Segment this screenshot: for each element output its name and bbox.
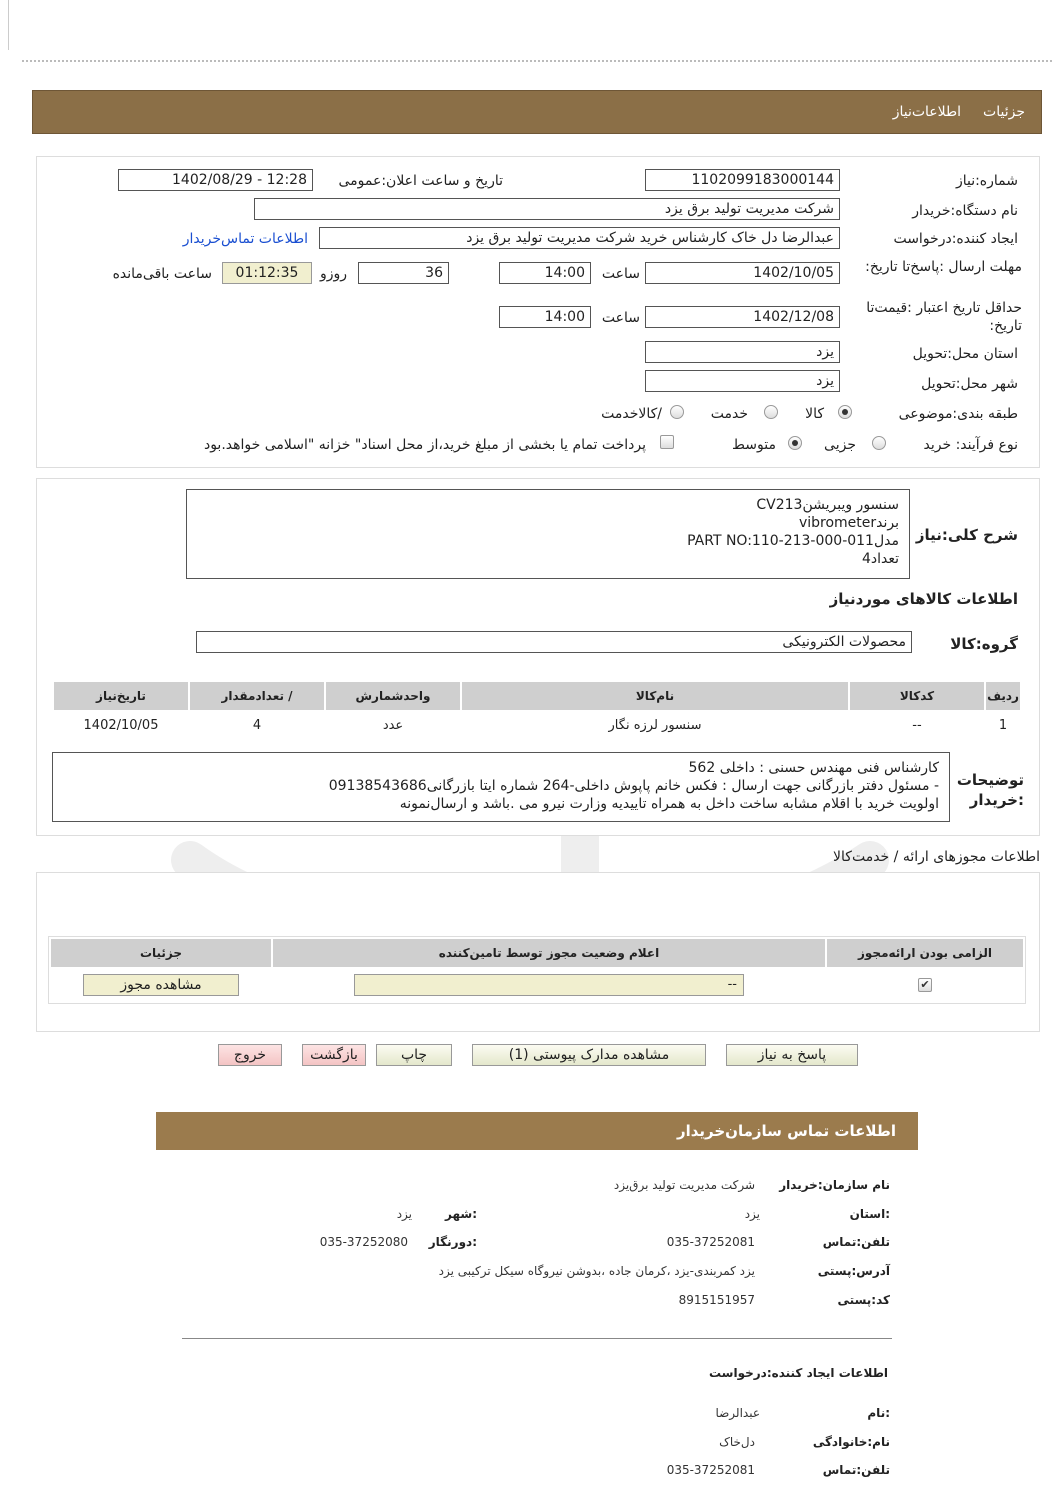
province-label: استان محل:تحویل — [912, 346, 1018, 362]
summary-label: شرح کلی:نیاز — [915, 526, 1018, 544]
top-dotted-divider — [22, 60, 1052, 62]
reply-time-label: ساعت — [601, 266, 640, 282]
contact-phone-label: تلفن:تماس — [822, 1235, 890, 1249]
price-time-label: ساعت — [601, 310, 640, 326]
contact-fax-value: 035-37252080 — [319, 1235, 408, 1249]
treasury-payment-note: پرداخت تمام یا بخشی از مبلغ خرید،از محل اسناد" خزانه "اسلامی خواهد.بود — [203, 437, 646, 453]
contact-org-label: نام سازمان:خریدار — [779, 1178, 890, 1192]
page-left-rule — [8, 0, 9, 50]
contact-phone-value: 035-37252081 — [666, 1235, 755, 1249]
creator-phone-value: 035-37252081 — [666, 1463, 755, 1477]
tab-details[interactable]: جزئیات — [983, 104, 1025, 120]
tab-need-info[interactable]: اطلاعات‌نیاز — [892, 104, 962, 120]
reply-date-field: 1402/10/05 — [645, 262, 840, 284]
process-radio-medium[interactable] — [788, 436, 802, 450]
creator-info-title: اطلاعات ایجاد کننده:درخواست — [708, 1366, 888, 1380]
creator-field: عبدالرضا دل خاک کارشناس خرید شرکت مدیریت تولید برق یزد — [319, 227, 840, 249]
creator-family-value: دل‌خاک — [719, 1435, 755, 1449]
category-option-service: خدمت — [710, 406, 748, 422]
required-cell — [827, 969, 1023, 1001]
contact-city-value: یزد — [396, 1207, 412, 1221]
reply-deadline-label: مهلت ارسال :پاسخ‌تا تاریخ: — [865, 259, 1022, 275]
cell-row: 1 — [986, 712, 1020, 738]
category-option-goods-service: /کالاخدمت — [601, 406, 662, 422]
required-checkbox[interactable]: ✔ — [918, 978, 932, 992]
buyer-contact-link[interactable]: اطلاعات تماس‌خریدار — [182, 231, 308, 247]
back-button[interactable]: بازگشت — [302, 1044, 366, 1066]
remaining-time-field: 01:12:35 — [222, 262, 312, 284]
category-radio-goods-service[interactable] — [670, 405, 684, 419]
category-option-goods: کالا — [805, 406, 824, 422]
buyer-org-label: نام دستگاه:خریدار — [912, 203, 1018, 219]
page-header-bar — [32, 90, 1042, 134]
permit-status-field: -- — [354, 974, 744, 996]
treasury-payment-checkbox[interactable] — [660, 435, 674, 449]
permits-table — [49, 937, 1025, 1003]
contact-divider — [182, 1338, 892, 1339]
items-table-wrap — [52, 680, 1022, 740]
cell-code: -- — [850, 712, 984, 738]
buyer-org-field: شرکت مدیریت تولید برق یزد — [254, 198, 840, 220]
price-time-field: 14:00 — [499, 306, 591, 328]
creator-phone-label: تلفن:تماس — [822, 1463, 890, 1477]
col-row: ردیف — [986, 682, 1020, 710]
attachments-button[interactable]: مشاهده مدارک پیوستی (1) — [472, 1044, 706, 1066]
creator-label: ایجاد کننده:درخواست — [893, 231, 1018, 247]
process-label: نوع فرآیند: خرید — [923, 437, 1018, 453]
summary-line: مدلPART NO:110-213-000-011 — [687, 533, 899, 549]
creator-family-label: نام:خانوادگی — [812, 1435, 890, 1449]
contact-province-value: یزد — [744, 1207, 760, 1221]
status-cell — [273, 969, 825, 1001]
col-unit: واحدشمارش — [326, 682, 460, 710]
items-table — [52, 680, 1022, 740]
cell-date: 1402/10/05 — [54, 712, 188, 738]
province-field: یزد — [645, 341, 840, 363]
category-label: طبقه بندی:موضوعی — [898, 406, 1018, 422]
contact-city-label: :شهر — [445, 1207, 477, 1221]
announce-date-field: 1402/08/29 - 12:28 — [118, 169, 313, 191]
details-cell — [51, 969, 271, 1001]
contact-address-value: یزد کمربندی-یزد ،کرمان جاده ،بدوشن نیروگاه سیکل ترکیبی یزد — [438, 1264, 755, 1278]
days-label: روزو — [319, 266, 347, 282]
col-date: تاریخ‌نیاز — [54, 682, 188, 710]
table-row — [54, 712, 1020, 738]
col-details: جزئیات — [51, 939, 271, 967]
contact-section-title: اطلاعات تماس سازمان‌خریدار — [156, 1112, 918, 1150]
price-date-field: 1402/12/08 — [645, 306, 840, 328]
need-number-label: شماره:نیاز — [955, 173, 1018, 189]
summary-line: برندvibrometer — [798, 515, 899, 531]
city-label: شهر محل:تحویل — [921, 376, 1018, 392]
summary-line: سنسور ویبریشنCV213 — [756, 497, 899, 513]
contact-org-value: شرکت مدیریت تولید برق‌یزد — [613, 1178, 755, 1192]
announce-label: تاریخ و ساعت اعلان:عمومی — [338, 173, 503, 189]
col-code: کدکالا — [850, 682, 984, 710]
days-field: 36 — [358, 262, 449, 284]
view-permit-button[interactable]: مشاهده مجوز — [83, 974, 239, 996]
city-field: یزد — [645, 370, 840, 392]
buyer-note-line: - مسئول دفتر بازرگانی جهت ارسال : فکس خانم پاپوش داخلی-264 شماره ایتا بازرگانی09138543686 — [328, 778, 939, 794]
buyer-notes-label: توضیحات :خریدار — [956, 771, 1024, 809]
contact-postal-label: کد:پستی — [837, 1293, 890, 1307]
buyer-note-line: کارشناس فنی مهندس حسنی : داخلی 562 — [688, 760, 939, 776]
contact-province-label: :استان — [849, 1207, 890, 1221]
summary-line: تعداد4 — [861, 551, 899, 567]
goods-group-label: گروه:کالا — [950, 635, 1018, 653]
col-required: الزامی بودن ارائه‌مجوز — [827, 939, 1023, 967]
summary-box — [186, 489, 910, 579]
goods-info-title: اطلاعات کالاهای موردنیاز — [829, 590, 1018, 608]
contact-fax-label: :دورنگار — [428, 1235, 477, 1249]
reply-button[interactable]: پاسخ به نیاز — [726, 1044, 858, 1066]
process-option-minor: جزیی — [824, 437, 856, 453]
permits-table-wrap — [48, 936, 1026, 1004]
col-name: نام‌کالا — [462, 682, 848, 710]
buyer-note-line: اولویت خرید با اقلام مشابه ساخت داخل به همراه تاییدیه وزارت نیرو می .باشد و ارسال‌نمونه — [399, 796, 939, 812]
cell-unit: عدد — [326, 712, 460, 738]
col-qty: / تعدادمقدار — [190, 682, 324, 710]
exit-button[interactable]: خروج — [218, 1044, 282, 1066]
process-option-medium: متوسط — [732, 437, 776, 453]
permits-title: اطلاعات مجوزهای ارائه / خدمت‌کالا — [833, 849, 1040, 865]
price-validity-label: حداقل تاریخ اعتبار :قیمت‌تا تاریخ: — [866, 300, 1022, 334]
goods-group-field: محصولات الکترونیکی — [196, 631, 912, 653]
table-row — [51, 969, 1023, 1001]
col-status: اعلام وضعیت مجوز توسط تامین‌کننده — [273, 939, 825, 967]
need-number-field: 1102099183000144 — [645, 169, 840, 191]
creator-name-value: عبدالرضا — [715, 1406, 760, 1420]
creator-name-label: :نام — [867, 1406, 890, 1420]
cell-qty: 4 — [190, 712, 324, 738]
process-radio-minor[interactable] — [872, 436, 886, 450]
category-radio-service[interactable] — [764, 405, 778, 419]
buyer-notes-box — [52, 752, 950, 822]
contact-address-label: آدرس:پستی — [817, 1264, 890, 1278]
cell-name: سنسور لرزه نگار — [462, 712, 848, 738]
reply-time-field: 14:00 — [499, 262, 591, 284]
remaining-time-label: ساعت باقی‌مانده — [112, 266, 212, 282]
print-button[interactable]: چاپ — [376, 1044, 452, 1066]
category-radio-goods[interactable] — [838, 405, 852, 419]
contact-postal-value: 8915151957 — [678, 1293, 755, 1307]
